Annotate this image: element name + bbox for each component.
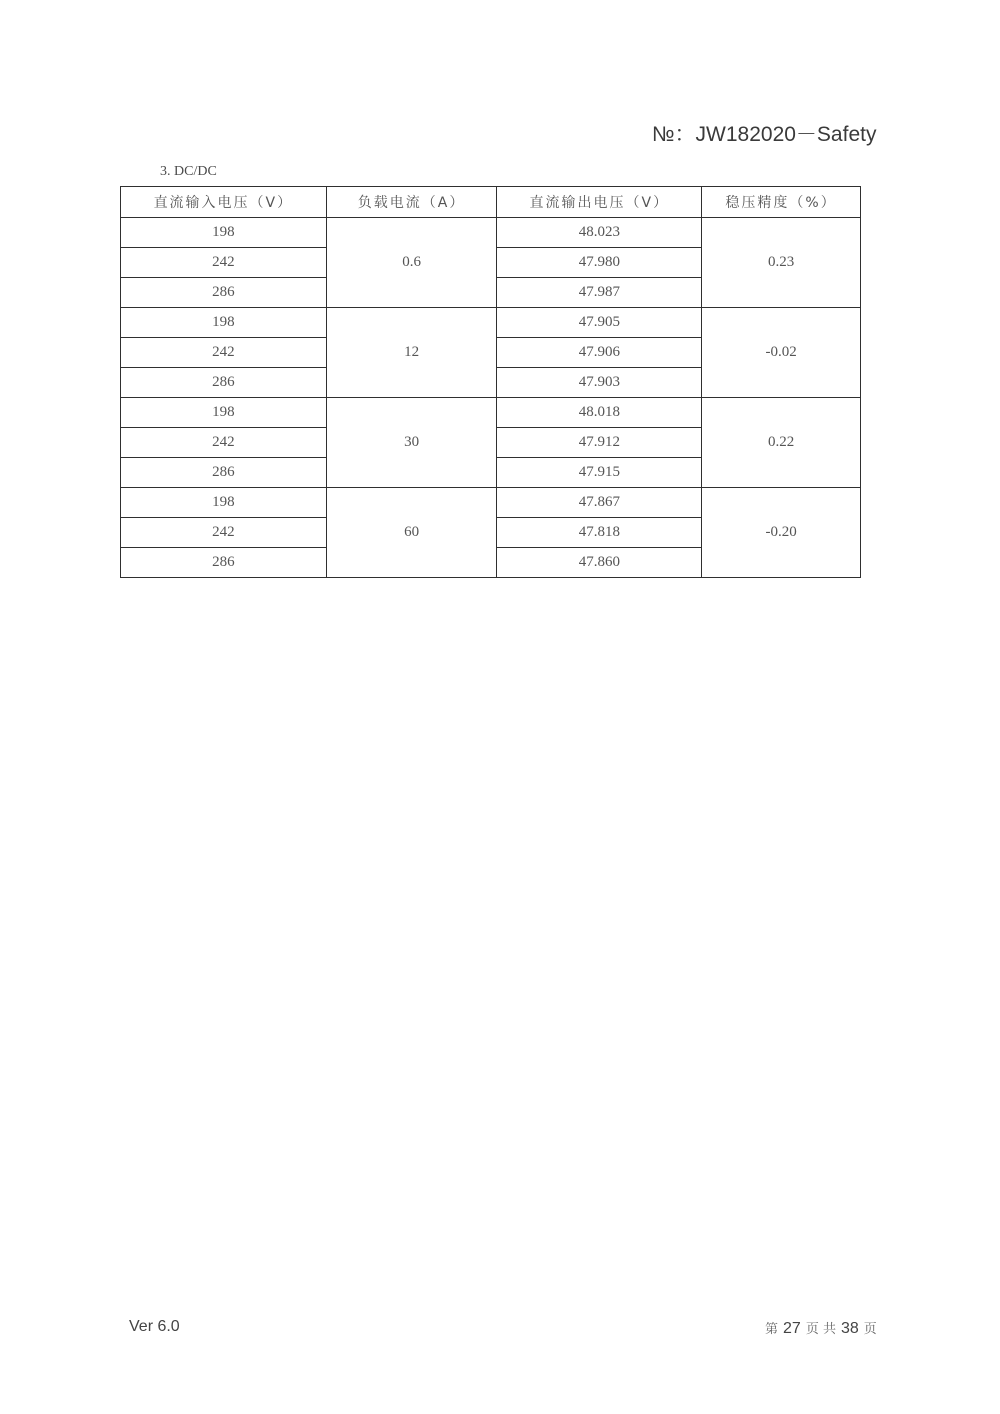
- page-total: 38: [840, 1320, 859, 1337]
- input-voltage-cell: 198: [121, 308, 327, 338]
- page-prefix: 第: [765, 1322, 779, 1337]
- section-title: 3. DC/DC: [160, 164, 217, 179]
- version-label: Ver 6.0: [129, 1318, 180, 1335]
- table-row: [121, 488, 861, 518]
- input-voltage-cell: 198: [121, 398, 327, 428]
- input-voltage-cell: 242: [121, 428, 327, 458]
- input-voltage-cell: 242: [121, 338, 327, 368]
- output-voltage-cell: 47.905: [497, 308, 702, 338]
- table-row: [121, 218, 861, 248]
- table-row: [121, 308, 861, 338]
- page-mid: 页 共: [805, 1322, 836, 1337]
- output-voltage-cell: 47.818: [497, 518, 702, 548]
- input-voltage-cell: 286: [121, 458, 327, 488]
- header-regulation-accuracy: 稳压精度（%）: [702, 187, 861, 218]
- header-output-voltage: 直流输出电压（V）: [497, 187, 702, 218]
- output-voltage-cell: 47.903: [497, 368, 702, 398]
- input-voltage-cell: 242: [121, 518, 327, 548]
- regulation-accuracy-cell: 0.22: [702, 398, 861, 488]
- load-current-cell: 12: [326, 308, 497, 398]
- input-voltage-cell: 198: [121, 218, 327, 248]
- table-row: [121, 398, 861, 428]
- page-suffix: 页: [863, 1322, 877, 1337]
- output-voltage-cell: 47.980: [497, 248, 702, 278]
- load-current-cell: 60: [326, 488, 497, 578]
- output-voltage-cell: 48.018: [497, 398, 702, 428]
- output-voltage-cell: 47.906: [497, 338, 702, 368]
- page-current: 27: [783, 1320, 801, 1337]
- output-voltage-cell: 47.912: [497, 428, 702, 458]
- input-voltage-cell: 286: [121, 368, 327, 398]
- regulation-accuracy-cell: -0.20: [702, 488, 861, 578]
- dc-dc-table: [120, 186, 861, 578]
- input-voltage-cell: 198: [121, 488, 327, 518]
- table-header-row: [121, 187, 861, 218]
- page-indicator: [760, 1318, 882, 1338]
- input-voltage-cell: 242: [121, 248, 327, 278]
- output-voltage-cell: 47.915: [497, 458, 702, 488]
- output-voltage-cell: 47.987: [497, 278, 702, 308]
- output-voltage-cell: 48.023: [497, 218, 702, 248]
- header-load-current: 负载电流（A）: [326, 187, 497, 218]
- load-current-cell: 0.6: [326, 218, 497, 308]
- header-input-voltage: 直流输入电压（V）: [121, 187, 327, 218]
- input-voltage-cell: 286: [121, 548, 327, 578]
- input-voltage-cell: 286: [121, 278, 327, 308]
- output-voltage-cell: 47.860: [497, 548, 702, 578]
- regulation-accuracy-cell: -0.02: [702, 308, 861, 398]
- output-voltage-cell: 47.867: [497, 488, 702, 518]
- load-current-cell: 30: [326, 398, 497, 488]
- report-number: №：JW182020－Safety: [652, 123, 877, 146]
- regulation-accuracy-cell: 0.23: [702, 218, 861, 308]
